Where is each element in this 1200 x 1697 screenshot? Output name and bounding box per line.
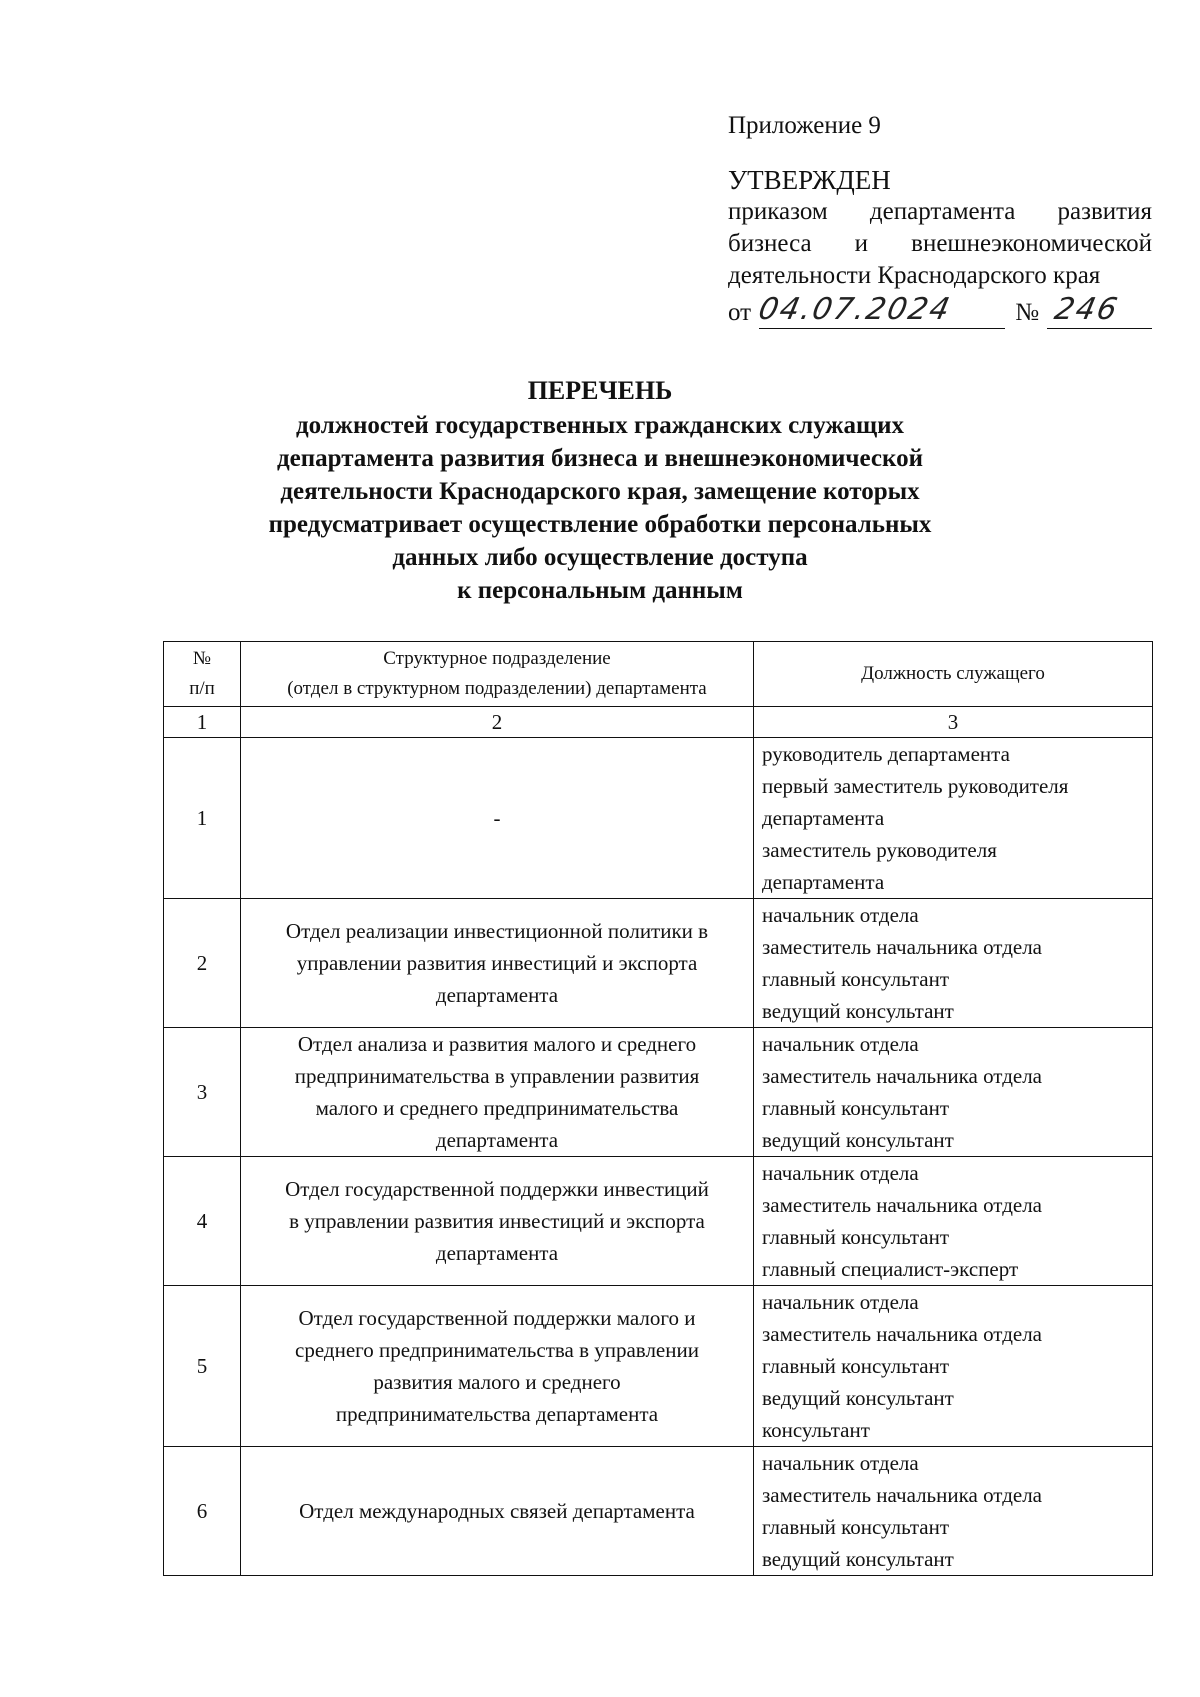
row-positions bbox=[754, 899, 1153, 1028]
department-line: развития малого и среднего bbox=[373, 1370, 621, 1394]
position-line: ведущий консультант bbox=[762, 1547, 954, 1571]
appendix-label: Приложение 9 bbox=[728, 112, 881, 139]
position-line: заместитель начальника отдела bbox=[762, 1322, 1042, 1346]
order-line: приказом департамента развития bbox=[728, 198, 1152, 225]
row-positions bbox=[754, 1447, 1153, 1576]
row-department bbox=[241, 1157, 754, 1286]
row-number: 5 bbox=[164, 1286, 241, 1447]
title-line: деятельности Краснодарского края, замещение которых bbox=[280, 478, 920, 505]
order-line: бизнеса и внешнеэкономической bbox=[728, 230, 1152, 257]
table-row bbox=[164, 1157, 1153, 1286]
table-row bbox=[164, 1447, 1153, 1576]
position-line: заместитель начальника отдела bbox=[762, 1064, 1042, 1088]
position-line: руководитель департамента bbox=[762, 742, 1010, 766]
department-line: предпринимательства в управлении развития bbox=[294, 1064, 700, 1088]
index-cell: 2 bbox=[241, 707, 754, 738]
position-line: начальник отдела bbox=[762, 1451, 919, 1475]
header-number-line: № bbox=[192, 648, 212, 669]
row-positions bbox=[754, 738, 1153, 899]
department-line: департамента bbox=[435, 983, 559, 1007]
position-line: начальник отдела bbox=[762, 1032, 919, 1056]
position-line: консультант bbox=[762, 1418, 870, 1442]
position-line: начальник отдела bbox=[762, 1161, 919, 1185]
row-positions bbox=[754, 1286, 1153, 1447]
position-line: ведущий консультант bbox=[762, 1128, 954, 1152]
title-line: предусматривает осуществление обработки персональных bbox=[268, 511, 932, 538]
position-line: начальник отдела bbox=[762, 1290, 919, 1314]
row-department bbox=[241, 1028, 754, 1157]
date-prefix: от bbox=[728, 299, 752, 326]
department-line: Отдел анализа и развития малого и среднего bbox=[297, 1032, 697, 1056]
header-number bbox=[164, 642, 241, 707]
approval-block bbox=[728, 100, 1152, 329]
title-line: должностей государственных гражданских служащих bbox=[295, 412, 905, 439]
department-line: Отдел государственной поддержки инвестиций bbox=[285, 1177, 709, 1201]
table-row bbox=[164, 1286, 1153, 1447]
table-row bbox=[164, 738, 1153, 899]
position-line: главный специалист-эксперт bbox=[762, 1257, 1019, 1281]
title-main: ПЕРЕЧЕНЬ bbox=[527, 376, 673, 405]
position-line: главный консультант bbox=[762, 1515, 950, 1539]
position-line: департамента bbox=[762, 806, 885, 830]
position-line: департамента bbox=[762, 870, 885, 894]
position-line: заместитель начальника отдела bbox=[762, 1193, 1042, 1217]
department-line: департамента bbox=[435, 1241, 559, 1265]
department-line: предпринимательства департамента bbox=[335, 1402, 659, 1426]
header-department-line: (отдел в структурном подразделении) департамента bbox=[287, 678, 707, 699]
position-line: главный консультант bbox=[762, 1354, 950, 1378]
index-cell: 1 bbox=[164, 707, 241, 738]
row-number: 4 bbox=[164, 1157, 241, 1286]
department-line: Отдел международных связей департамента bbox=[299, 1499, 695, 1523]
row-positions bbox=[754, 1157, 1153, 1286]
table-header-row bbox=[164, 642, 1153, 707]
order-line: деятельности Краснодарского края bbox=[728, 262, 1101, 289]
table-row bbox=[164, 899, 1153, 1028]
position-line: заместитель начальника отдела bbox=[762, 935, 1042, 959]
row-number: 3 bbox=[164, 1028, 241, 1157]
header-number-line: п/п bbox=[189, 678, 215, 699]
table-index-row bbox=[164, 707, 1153, 738]
position-line: ведущий консультант bbox=[762, 1386, 954, 1410]
row-department bbox=[241, 899, 754, 1028]
number-underline bbox=[1047, 294, 1152, 329]
position-line: ведущий консультант bbox=[762, 999, 954, 1023]
department-line: - bbox=[493, 806, 501, 830]
approved-label: УТВЕРЖДЕН bbox=[728, 165, 891, 195]
position-line: главный консультант bbox=[762, 1096, 950, 1120]
department-line: в управлении развития инвестиций и экспорта bbox=[289, 1209, 705, 1233]
index-cell: 3 bbox=[754, 707, 1153, 738]
row-department bbox=[241, 1447, 754, 1576]
department-line: Отдел государственной поддержки малого и bbox=[298, 1306, 696, 1330]
table-row bbox=[164, 1028, 1153, 1157]
row-number: 6 bbox=[164, 1447, 241, 1576]
department-line: управлении развития инвестиций и экспорта bbox=[296, 951, 698, 975]
row-number: 1 bbox=[164, 738, 241, 899]
department-line: среднего предпринимательства в управлении bbox=[295, 1338, 699, 1362]
position-line: начальник отдела bbox=[762, 903, 919, 927]
number-prefix: № bbox=[1015, 299, 1040, 326]
position-line: главный консультант bbox=[762, 967, 950, 991]
row-number: 2 bbox=[164, 899, 241, 1028]
header-department-line: Структурное подразделение bbox=[383, 648, 611, 669]
positions-table bbox=[163, 641, 1153, 1576]
title-line: департамента развития бизнеса и внешнеэкономической bbox=[277, 445, 923, 472]
position-line: заместитель руководителя bbox=[762, 838, 997, 862]
document-title bbox=[160, 374, 1040, 607]
row-department bbox=[241, 1286, 754, 1447]
department-line: департамента bbox=[435, 1128, 559, 1152]
handwritten-number: 246 bbox=[1051, 292, 1123, 327]
row-positions bbox=[754, 1028, 1153, 1157]
date-underline bbox=[755, 292, 1005, 329]
department-line: Отдел реализации инвестиционной политики в bbox=[285, 919, 709, 943]
position-line: заместитель начальника отдела bbox=[762, 1483, 1042, 1507]
handwritten-date: 04.07.2024 bbox=[755, 292, 955, 327]
title-line: данных либо осуществление доступа bbox=[392, 544, 808, 571]
position-line: первый заместитель руководителя bbox=[762, 774, 1069, 798]
order-date-line bbox=[728, 294, 1152, 329]
row-department bbox=[241, 738, 754, 899]
title-line: к персональным данным bbox=[457, 577, 743, 604]
header-department bbox=[241, 642, 754, 707]
header-position: Должность служащего bbox=[754, 642, 1153, 707]
department-line: малого и среднего предпринимательства bbox=[315, 1096, 679, 1120]
position-line: главный консультант bbox=[762, 1225, 950, 1249]
